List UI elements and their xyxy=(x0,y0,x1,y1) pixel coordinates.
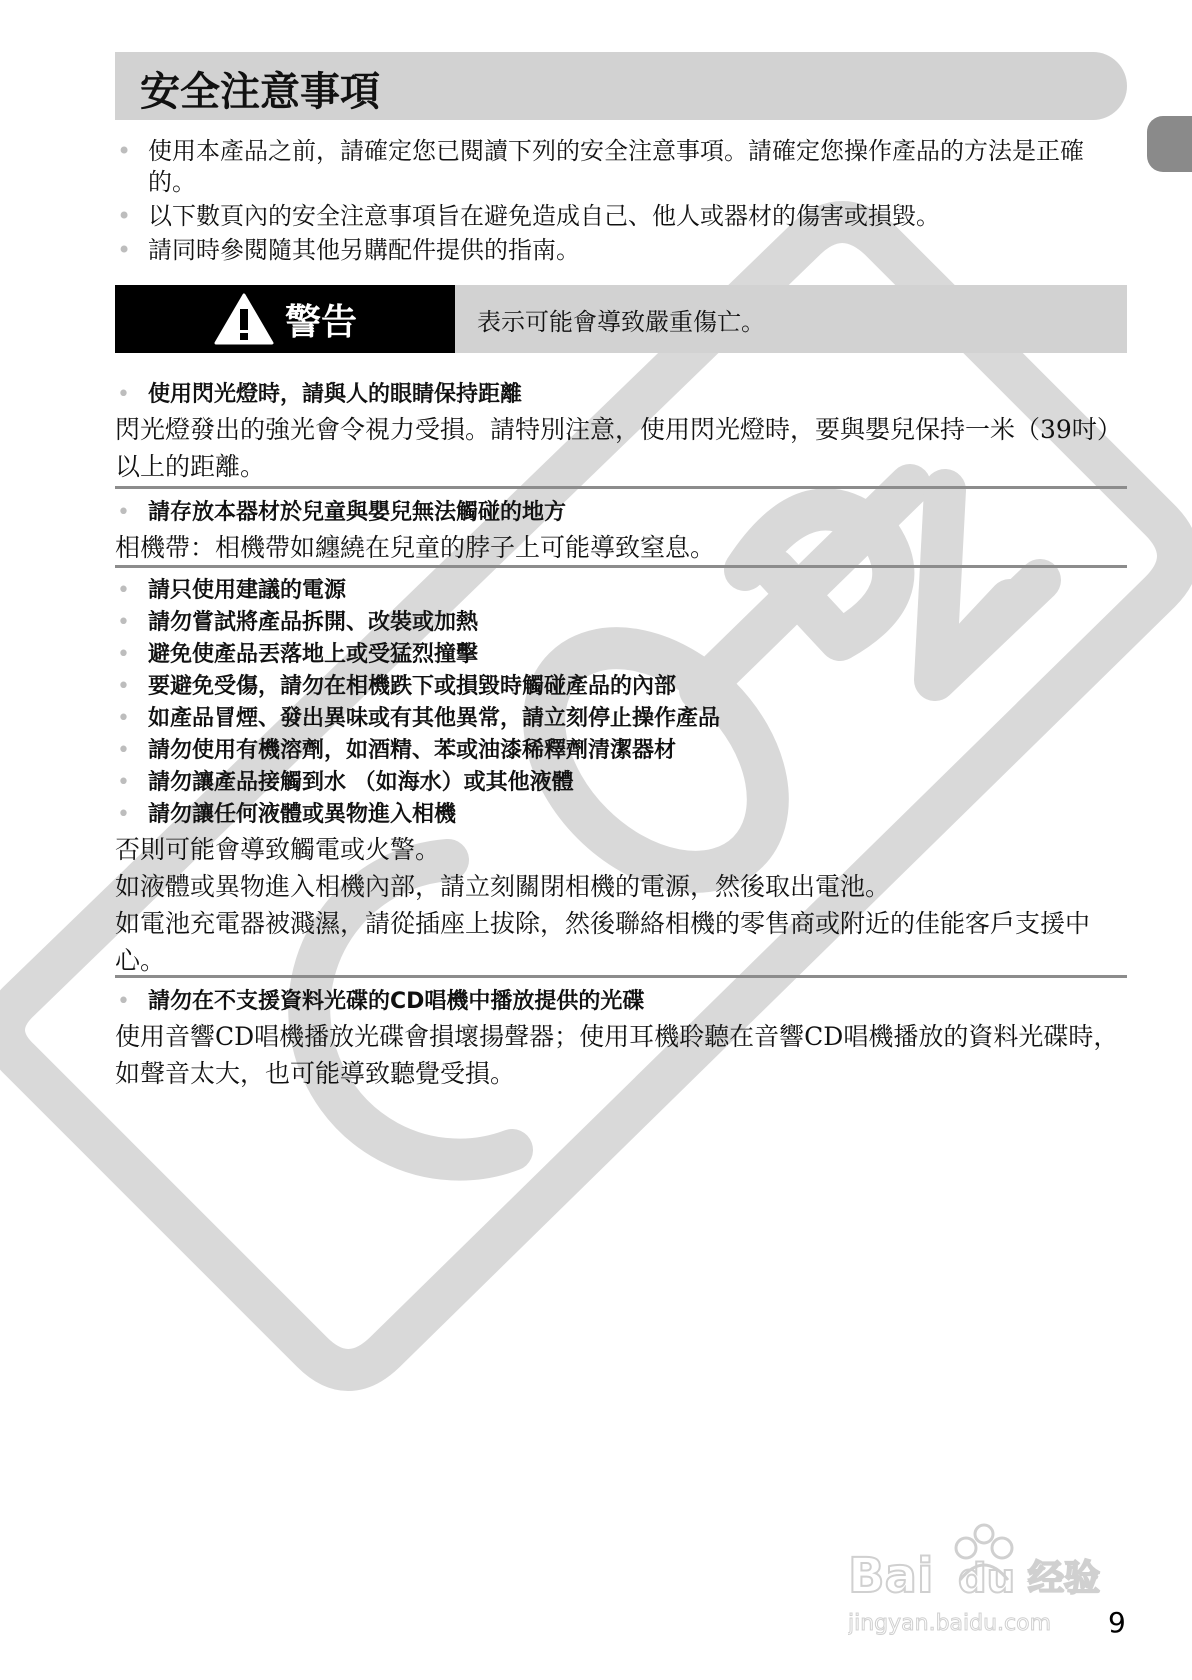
intro-item: • 請同時參閱隨其他另購配件提供的指南。 xyxy=(115,235,1127,266)
warning-triangle-icon xyxy=(213,292,275,346)
warning-description: 表示可能會導致嚴重傷亡。 xyxy=(455,285,1127,353)
title-bar xyxy=(115,52,1127,120)
warning-legend xyxy=(115,285,1127,353)
svg-text:jingyan.baidu.com: jingyan.baidu.com xyxy=(848,1611,1052,1636)
intro-item: • 使用本產品之前，請確定您已閱讀下列的安全注意事項。請確定您操作產品的方法是正確的。 xyxy=(115,136,1127,198)
section-heading: • 使用閃光燈時，請與人的眼睛保持距離 xyxy=(115,379,1127,411)
section-heading: • 請勿在不支援資料光碟的CD唱機中播放提供的光碟 xyxy=(115,986,1127,1018)
section-paragraph: 如液體或異物進入相機內部，請立刻關閉相機的電源，然後取出電池。 xyxy=(115,872,891,901)
section-heading: • 如產品冒煙、發出異味或有其他異常，請立刻停止操作產品 xyxy=(115,703,1127,735)
section-heading: • 請只使用建議的電源 xyxy=(115,575,1127,607)
section-heading: • 避免使產品丟落地上或受猛烈撞擊 xyxy=(115,639,1127,671)
warning-label: 警告 xyxy=(284,301,357,343)
section-paragraph: 使用音響CD唱機播放光碟會損壞揚聲器；使用耳機聆聽在音響CD唱機播放的資料光碟時，如聲音太大，也可能導致聽覺受損。 xyxy=(115,1022,1119,1088)
section-paragraph: 否則可能會導致觸電或火警。 xyxy=(115,835,441,864)
warning-label-block xyxy=(115,285,455,353)
section-heading: • 請勿嘗試將產品拆開、改裝或加熱 xyxy=(115,607,1127,639)
page-number: 9 xyxy=(1108,1606,1126,1639)
section-heading: • 請勿使用有機溶劑，如酒精、苯或油漆稀釋劑清潔器材 xyxy=(115,735,1127,767)
section-heading: • 要避免受傷，請勿在相機跌下或損毀時觸碰產品的內部 xyxy=(115,671,1127,703)
intro-item: • 以下數頁內的安全注意事項旨在避免造成自己、他人或器材的傷害或損毀。 xyxy=(115,201,1127,232)
svg-text:Bai: Bai xyxy=(848,1548,934,1604)
safety-section xyxy=(115,986,1127,1092)
section-paragraph: 相機帶：相機帶如纏繞在兒童的脖子上可能導致窒息。 xyxy=(115,533,716,562)
safety-section xyxy=(115,575,1127,979)
section-paragraph: 閃光燈發出的強光會令視力受損。請特別注意，使用閃光燈時，要與嬰兒保持一米（39吋）以上的距離。 xyxy=(115,415,1122,481)
safety-section xyxy=(115,497,1127,566)
svg-text:经验: 经验 xyxy=(1028,1558,1101,1599)
section-heading: • 請勿讓任何液體或異物進入相機 xyxy=(115,799,1127,831)
section-heading: • 請存放本器材於兒童與嬰兒無法觸碰的地方 xyxy=(115,497,1127,529)
svg-text:du: du xyxy=(958,1556,1016,1602)
intro-list xyxy=(115,136,1127,269)
chapter-tab xyxy=(1147,116,1192,172)
page-title: 安全注意事項 xyxy=(140,69,380,115)
safety-section xyxy=(115,379,1127,485)
section-divider xyxy=(115,565,1127,568)
section-divider xyxy=(115,975,1127,978)
section-heading: • 請勿讓產品接觸到水 （如海水）或其他液體 xyxy=(115,767,1127,799)
section-paragraph: 如電池充電器被濺濕，請從插座上拔除，然後聯絡相機的零售商或附近的佳能客戶支援中心。 xyxy=(115,909,1091,975)
section-divider xyxy=(115,486,1127,489)
